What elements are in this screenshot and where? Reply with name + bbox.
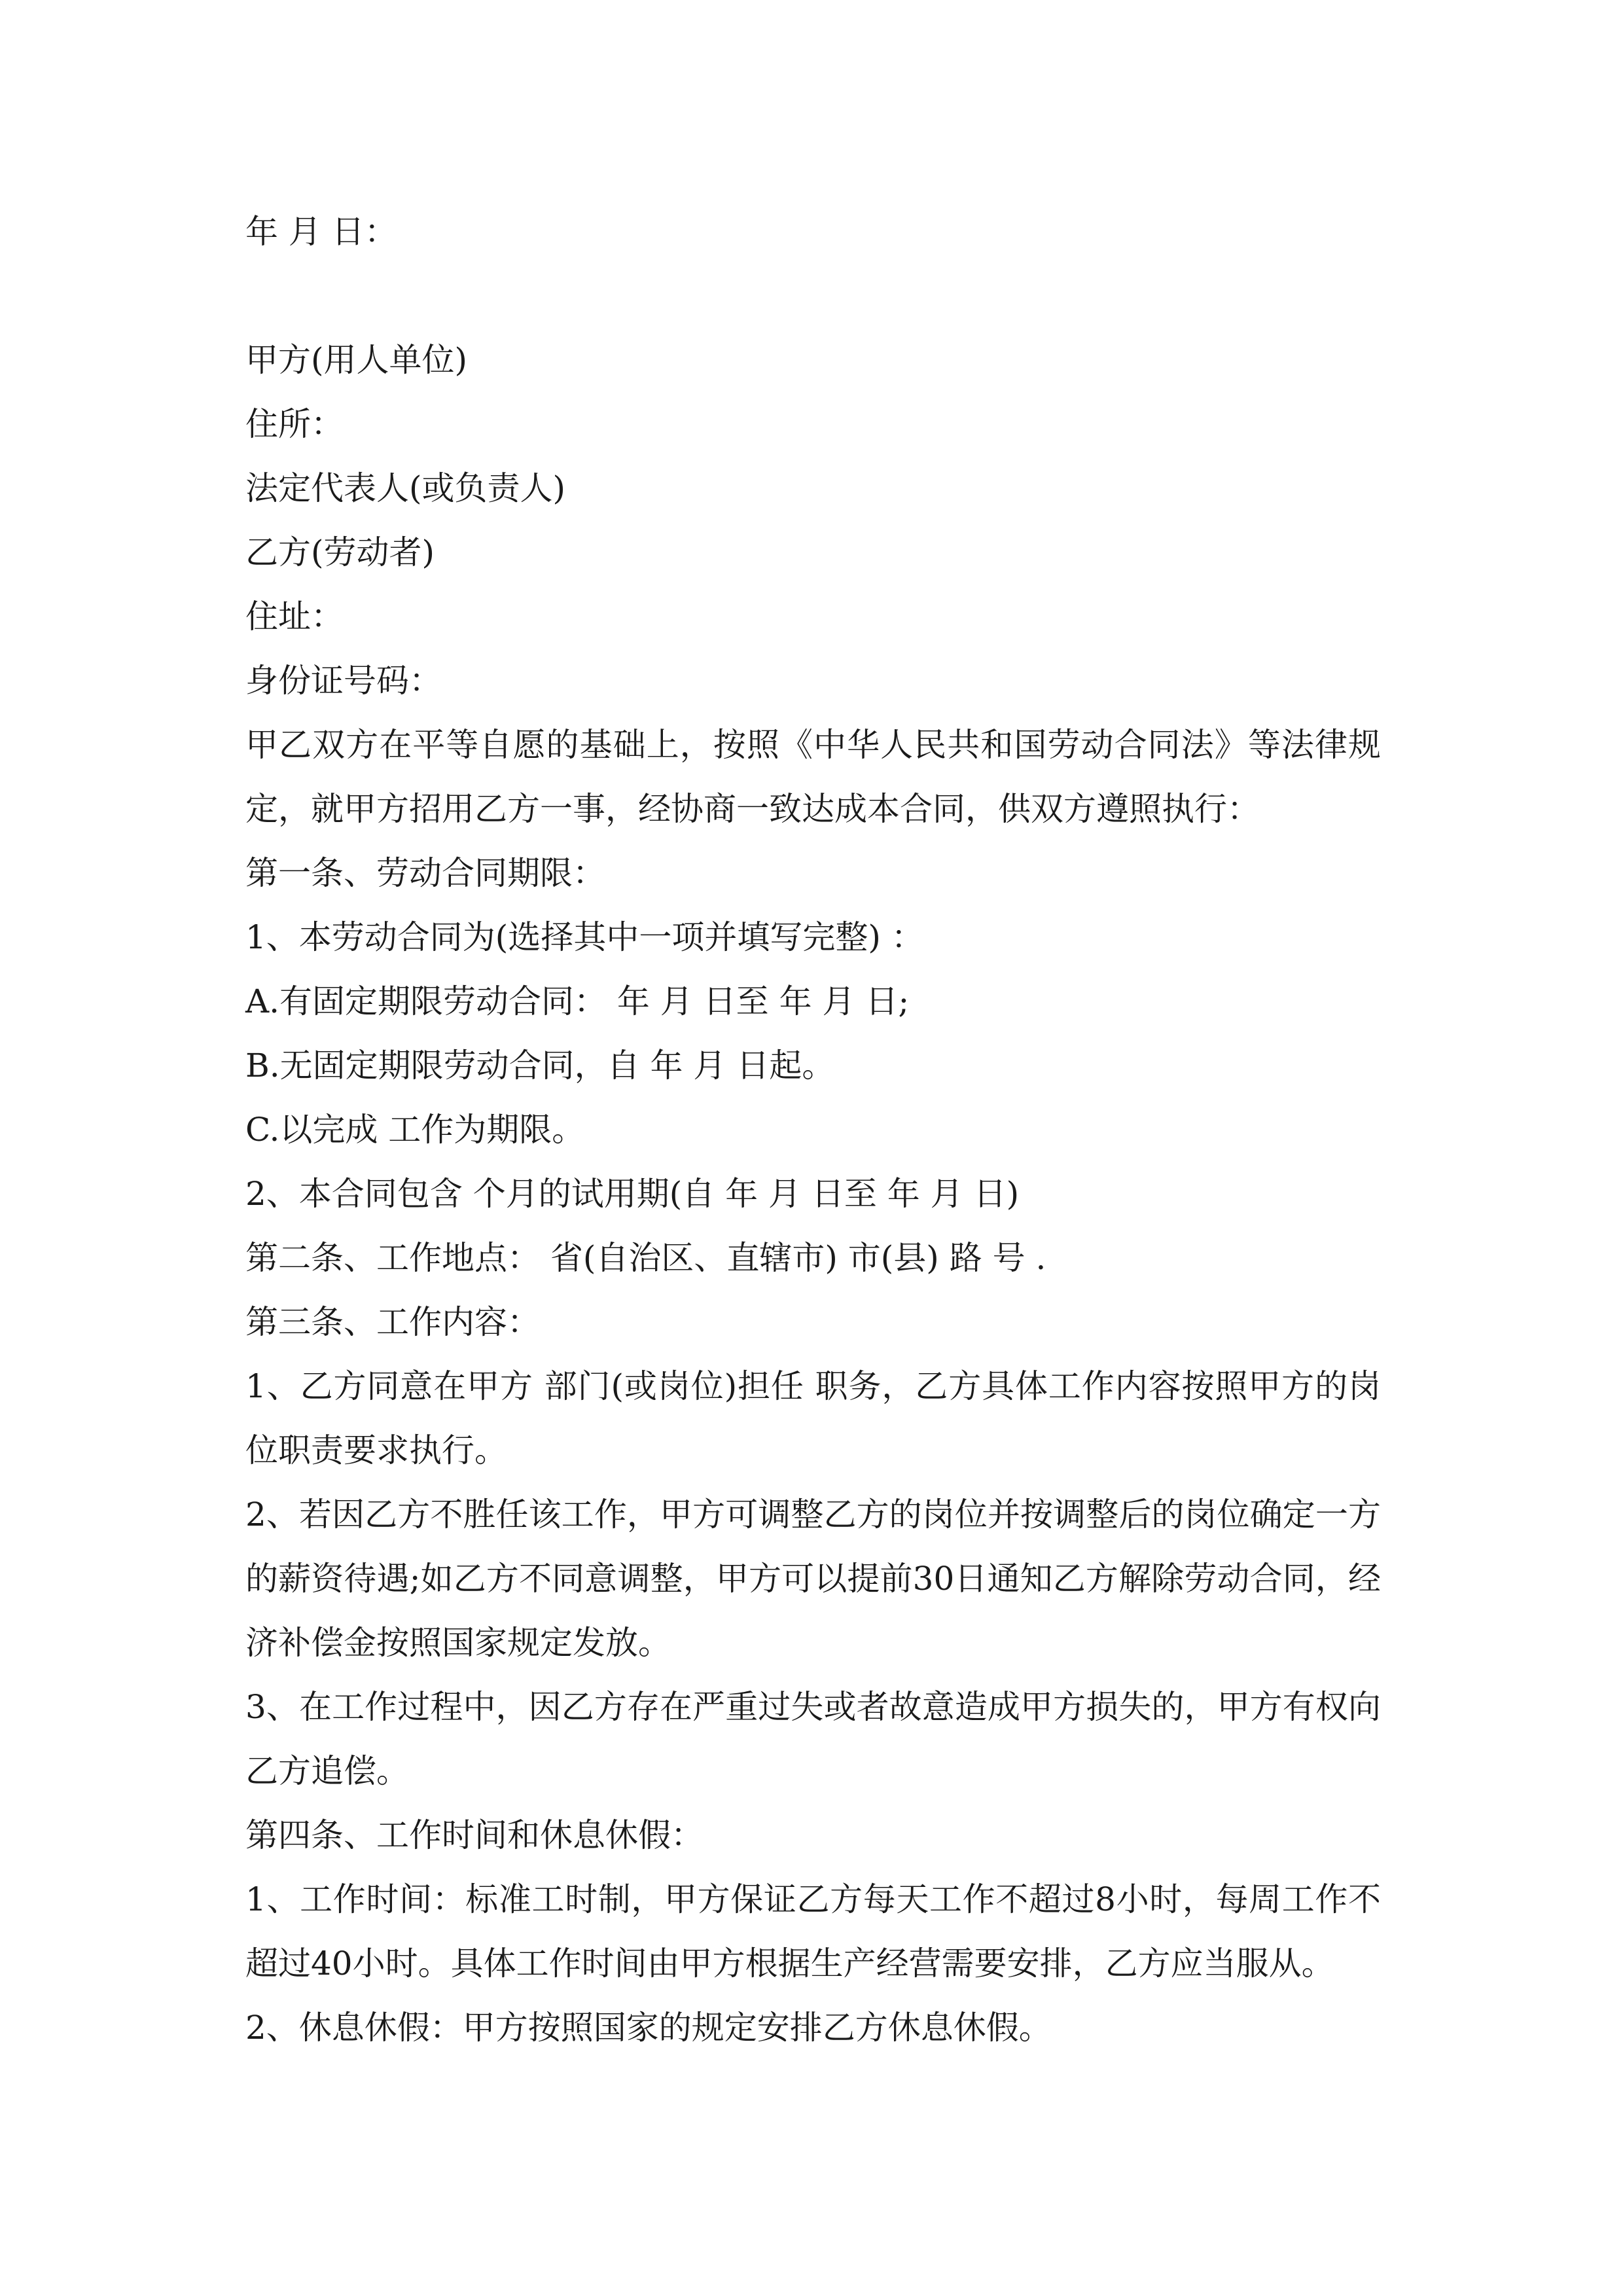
article-4-title: 第四条、工作时间和休息休假： <box>245 1816 704 1854</box>
party-a-title: 甲方(用人单位) <box>245 341 468 379</box>
party-b-title: 乙方(劳动者) <box>245 533 435 571</box>
article-2-title: 第二条、工作地点： 省(自治区、直辖市) 市(县) 路 号 . <box>245 1239 1046 1277</box>
article-4-item-2: 2、休息休假：甲方按照国家的规定安排乙方休息休假。 <box>245 2009 1052 2047</box>
article-1-option-c: C.以完成 工作为期限。 <box>245 1111 585 1149</box>
article-3-item-3: 3、在工作过程中，因乙方存在严重过失或者故意造成甲方损失的，甲方有权向乙方追偿。 <box>245 1688 1381 1790</box>
article-4-item-1: 1、工作时间：标准工时制，甲方保证乙方每天工作不超过8小时，每周工作不超过40小时。具体工作时间由甲方根据生产经营需要安排，乙方应当服从。 <box>245 1880 1381 1982</box>
date-line: 年 月 日： <box>245 213 397 251</box>
party-b-address: 住址： <box>245 598 344 636</box>
article-3-title: 第三条、工作内容： <box>245 1303 540 1341</box>
id-number: 身份证号码： <box>245 662 442 700</box>
article-1-option-a: A.有固定期限劳动合同： 年 月 日至 年 月 日; <box>245 982 910 1020</box>
article-3-item-1: 1、乙方同意在甲方 部门(或岗位)担任 职务，乙方具体工作内容按照甲方的岗位职责要求执行。 <box>245 1367 1381 1469</box>
party-a-address: 住所： <box>245 405 344 443</box>
article-1-title: 第一条、劳动合同期限： <box>245 854 605 892</box>
article-1-option-b: B.无固定期限劳动合同，自 年 月 日起。 <box>245 1047 835 1085</box>
article-1-item-1: 1、本劳动合同为(选择其中一项并填写完整) ： <box>245 918 924 956</box>
document-body <box>245 200 1381 2060</box>
article-3-item-2: 2、若因乙方不胜任该工作，甲方可调整乙方的岗位并按调整后的岗位确定一方的薪资待遇;如乙方不同意调整，甲方可以提前30日通知乙方解除劳动合同，经济补偿金按照国家规定发放。 <box>245 1496 1381 1662</box>
article-1-item-2: 2、本合同包含 个月的试用期(自 年 月 日至 年 月 日) <box>245 1175 1020 1213</box>
legal-representative: 法定代表人(或负责人) <box>245 469 566 507</box>
preamble: 甲乙双方在平等自愿的基础上，按照《中华人民共和国劳动合同法》等法律规定，就甲方招用乙方一事，经协商一致达成本合同，供双方遵照执行： <box>245 726 1381 828</box>
